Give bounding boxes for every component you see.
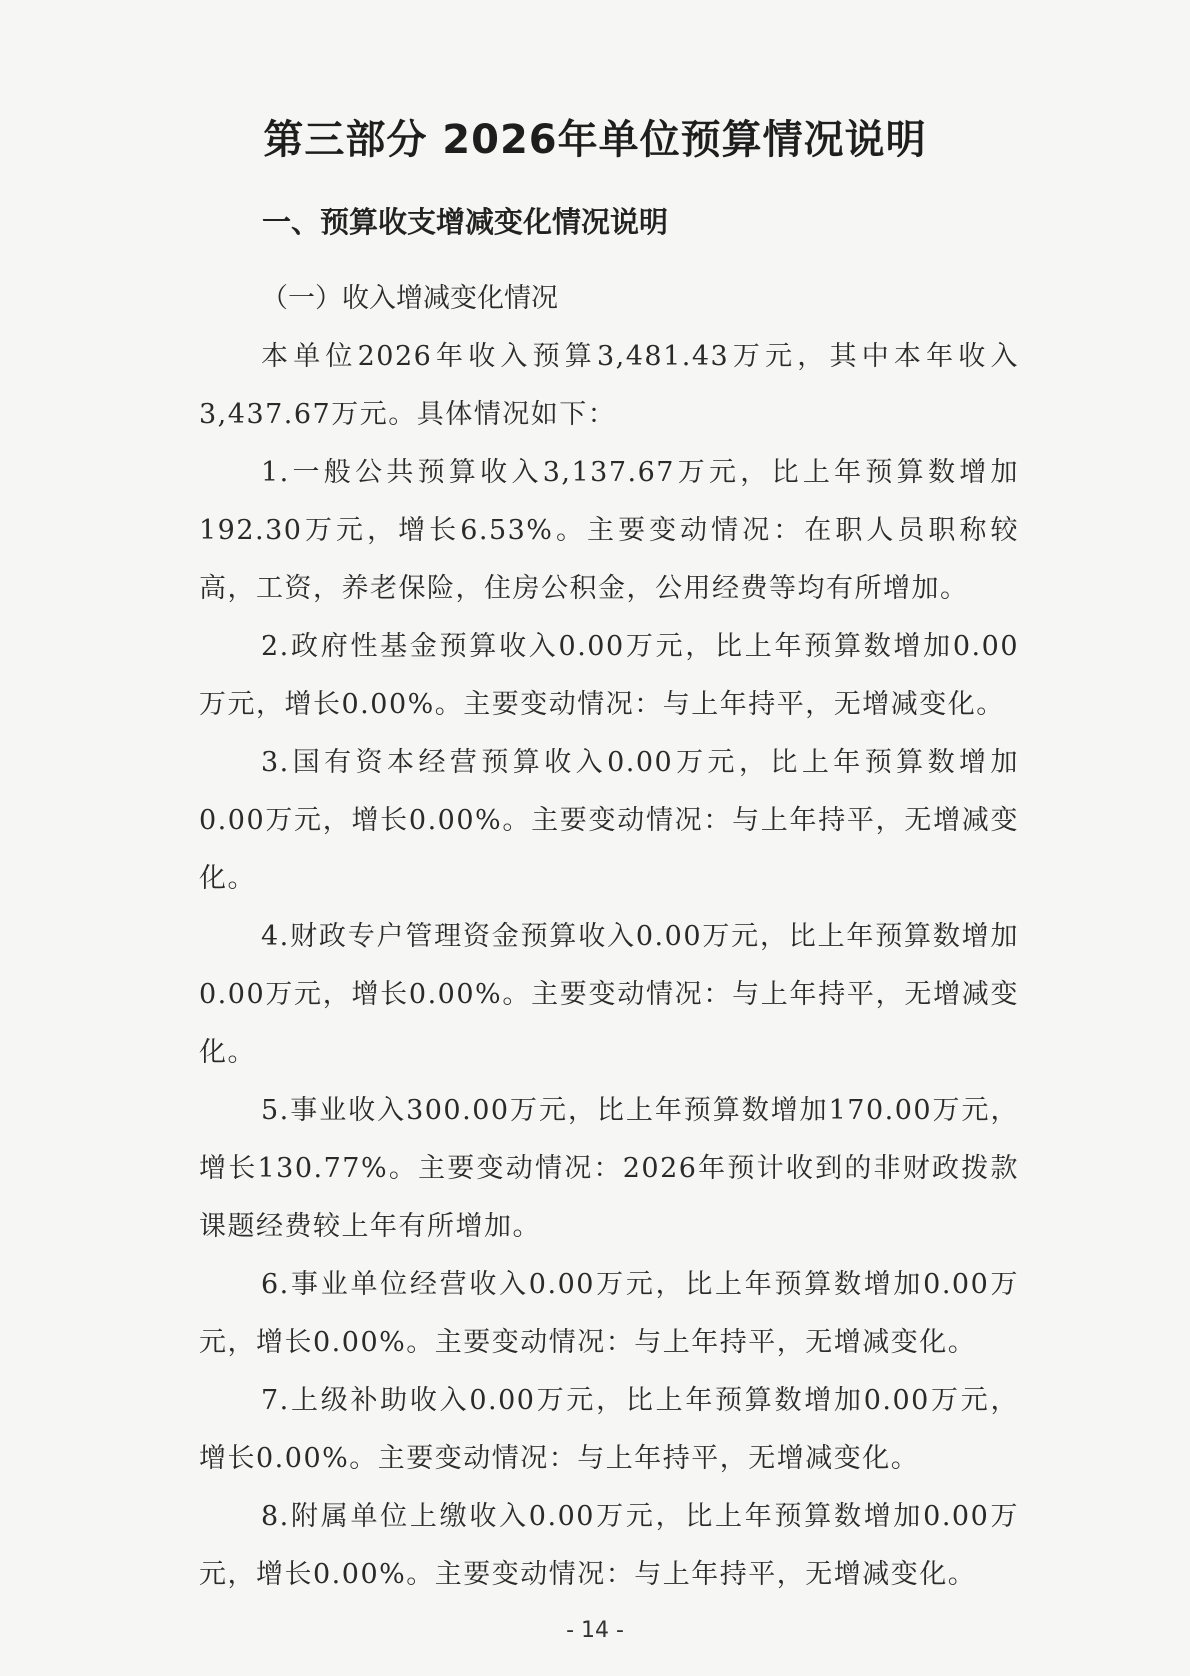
item-paragraph-1: 1.一般公共预算收入3,137.67万元，比上年预算数增加192.30万元，增长6.53%。主要变动情况：在职人员职称较高，工资，养老保险，住房公积金，公用经费等均有所增加。 — [199, 457, 1019, 604]
item-paragraph-6: 6.事业单位经营收入0.00万元，比上年预算数增加0.00万元，增长0.00%。主要变动情况：与上年持平，无增减变化。 — [199, 1269, 1019, 1358]
item-paragraph-5: 5.事业收入300.00万元，比上年预算数增加170.00万元，增长130.77%。主要变动情况：2026年预计收到的非财政拨款课题经费较上年有所增加。 — [199, 1095, 1019, 1242]
page-number: - 14 - — [566, 1618, 624, 1643]
item-paragraph-3: 3.国有资本经营预算收入0.00万元，比上年预算数增加0.00万元，增长0.00%。主要变动情况：与上年持平，无增减变化。 — [199, 747, 1019, 894]
intro-paragraph: 本单位2026年收入预算3,481.43万元，其中本年收入3,437.67万元。具体情况如下： — [199, 341, 1019, 430]
page-title: 第三部分 2026年单位预算情况说明 — [263, 117, 927, 163]
item-paragraph-7: 7.上级补助收入0.00万元，比上年预算数增加0.00万元，增长0.00%。主要变动情况：与上年持平，无增减变化。 — [199, 1385, 1019, 1474]
item-paragraph-8: 8.附属单位上缴收入0.00万元，比上年预算数增加0.00万元，增长0.00%。主要变动情况：与上年持平，无增减变化。 — [199, 1501, 1019, 1590]
item-paragraph-2: 2.政府性基金预算收入0.00万元，比上年预算数增加0.00万元，增长0.00%。主要变动情况：与上年持平，无增减变化。 — [199, 631, 1019, 720]
document-body — [199, 270, 1019, 1604]
item-paragraph-4: 4.财政专户管理资金预算收入0.00万元，比上年预算数增加0.00万元，增长0.00%。主要变动情况：与上年持平，无增减变化。 — [199, 921, 1019, 1068]
subsection-heading: （一）收入增减变化情况 — [261, 283, 558, 314]
section-heading: 一、预算收支增减变化情况说明 — [262, 205, 669, 239]
